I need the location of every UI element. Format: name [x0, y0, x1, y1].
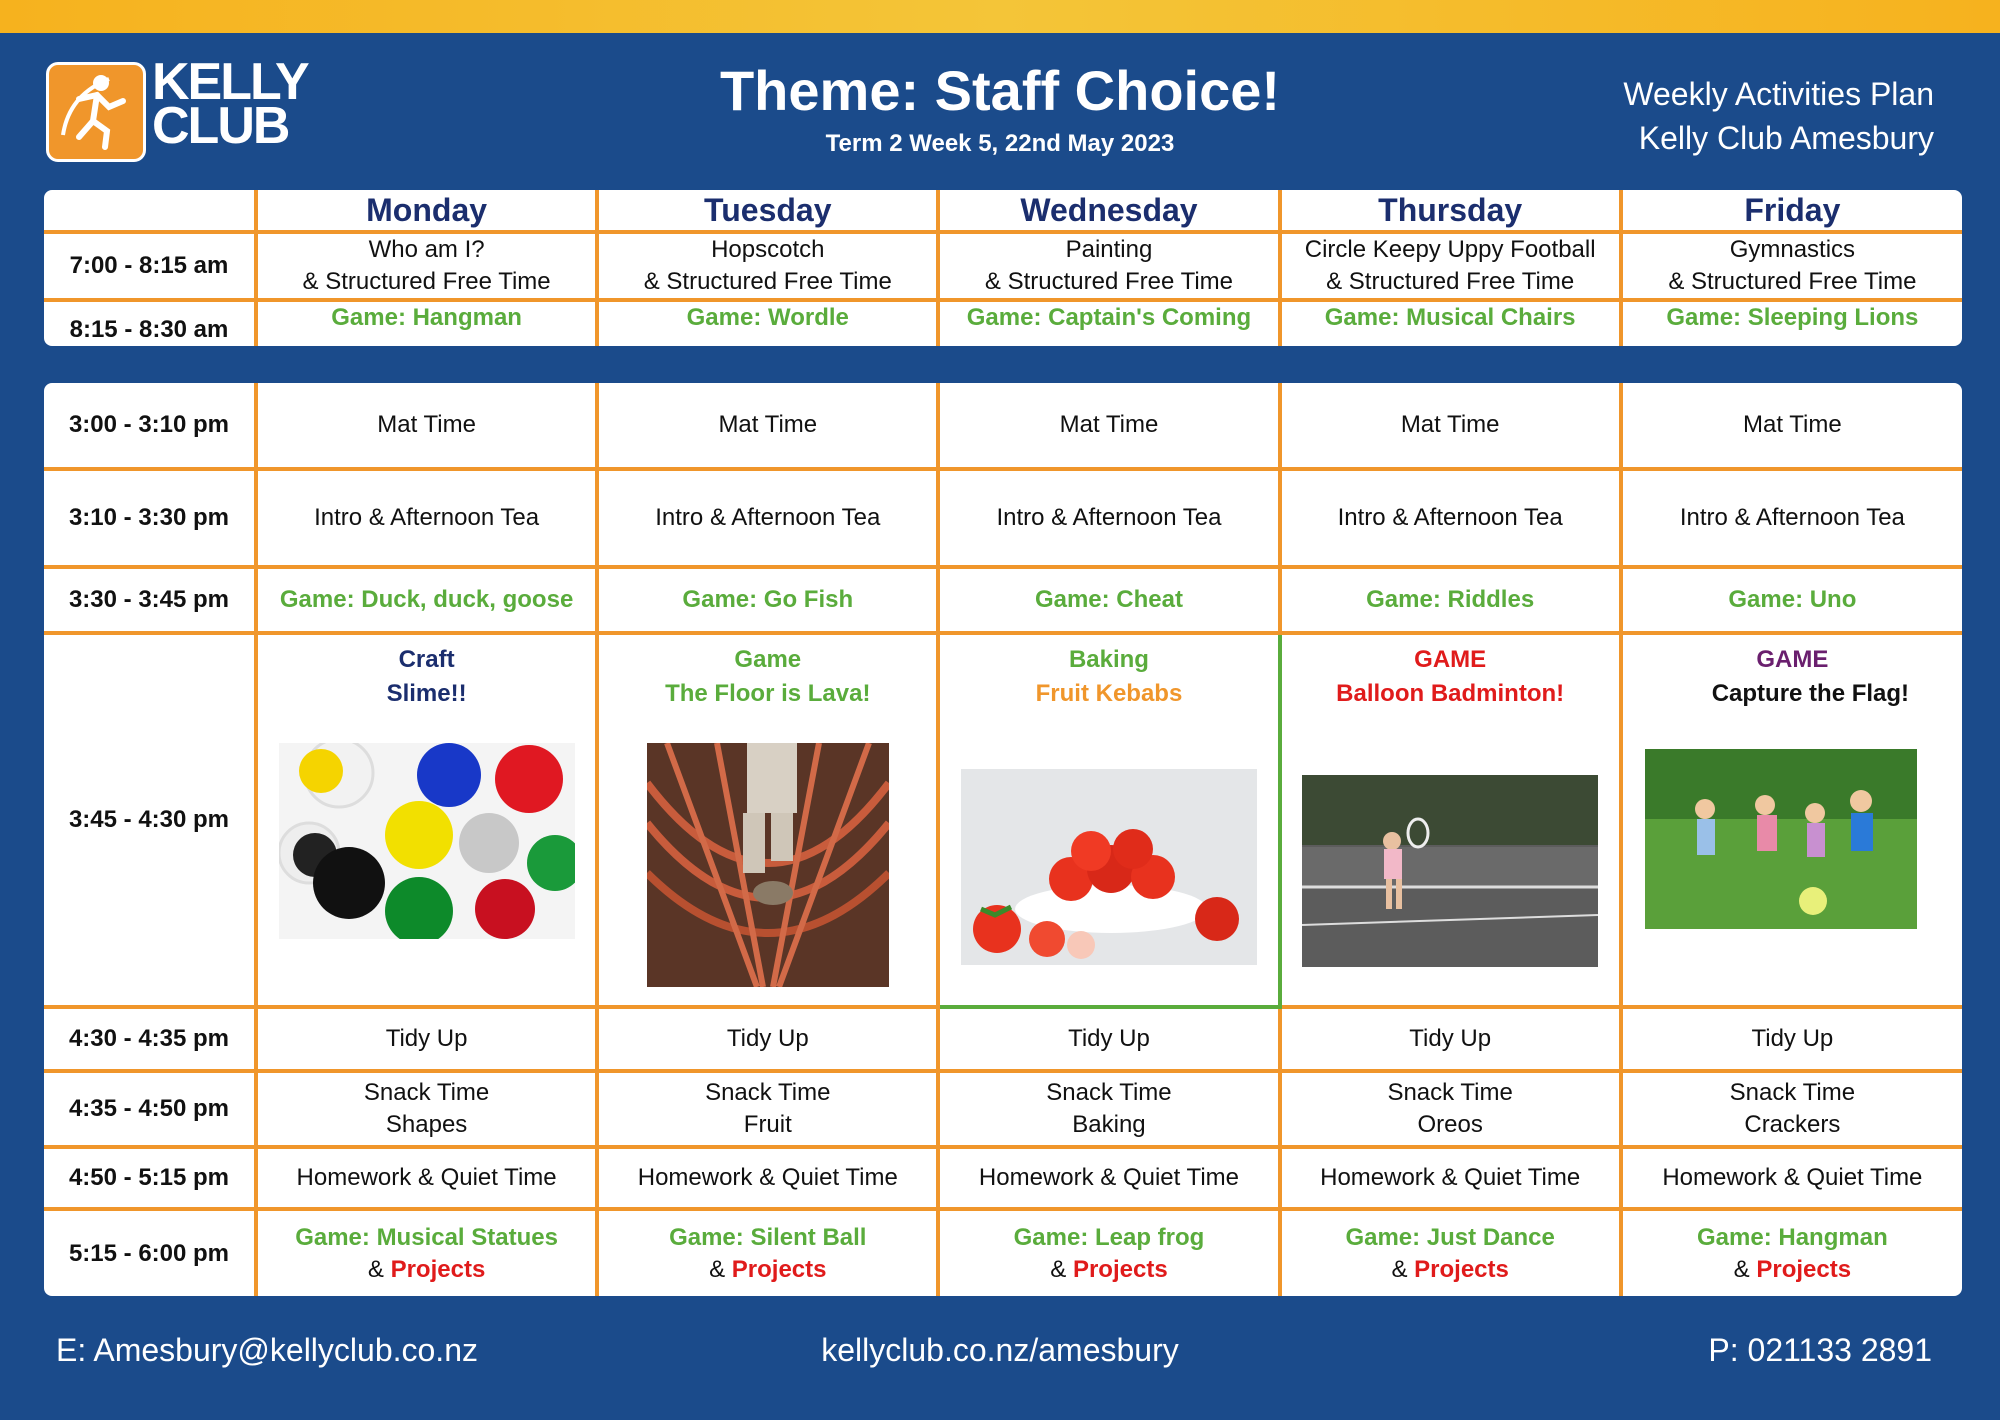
logo-wordmark: [152, 53, 308, 155]
activity-cell: Homework & Quiet Time: [597, 1147, 938, 1209]
snack-cell: [256, 1071, 597, 1147]
activity-cell: Tidy Up: [597, 1007, 938, 1071]
time-slot: 4:30 - 4:35 pm: [44, 1007, 256, 1071]
activity-heading: GAME: [1756, 646, 1829, 673]
game-cell: Game: Go Fish: [597, 567, 938, 633]
activity-cell: Homework & Quiet Time: [256, 1147, 597, 1209]
game-cell: Game: Musical Chairs: [1280, 300, 1621, 346]
game-name: Game: Hangman: [1697, 1223, 1888, 1251]
logo-text-kelly: KELLY: [152, 53, 308, 111]
snack-label: Snack Time: [363, 1079, 490, 1106]
activity-heading: Craft: [398, 646, 455, 673]
activity-cell-tuesday: [597, 633, 938, 1007]
activity-note: & Structured Free Time: [984, 268, 1234, 295]
time-slot: 8:15 - 8:30 am: [44, 300, 256, 346]
activity-cell: [1280, 232, 1621, 300]
projects-label: Projects: [731, 1255, 827, 1283]
activity-cell: Mat Time: [597, 383, 938, 469]
activity-cell-friday: [1621, 633, 1962, 1007]
paint-pots-image: [279, 743, 575, 939]
activity-cell: Intro & Afternoon Tea: [256, 469, 597, 567]
game-cell: Game: Captain's Coming: [938, 300, 1279, 346]
activity-note: & Structured Free Time: [302, 268, 551, 295]
activity-note: & Structured Free Time: [643, 268, 892, 295]
snack-label: Snack Time: [1729, 1079, 1856, 1106]
final-cell: [1621, 1209, 1962, 1296]
activity-cell: Tidy Up: [938, 1007, 1279, 1071]
final-cell: [597, 1209, 938, 1296]
activity-cell: Intro & Afternoon Tea: [597, 469, 938, 567]
game-name: Game: Just Dance: [1345, 1223, 1555, 1251]
page-subtitle: Term 2 Week 5, 22nd May 2023: [825, 130, 1175, 157]
final-cell: [1280, 1209, 1621, 1296]
time-slot: 5:15 - 6:00 pm: [44, 1209, 256, 1296]
snack-label: Snack Time: [1046, 1079, 1172, 1106]
activity-cell: [938, 232, 1279, 300]
activity-cell: Mat Time: [1280, 383, 1621, 469]
final-cell: [938, 1209, 1279, 1296]
time-slot: 3:30 - 3:45 pm: [44, 567, 256, 633]
snack-item: Fruit: [743, 1111, 792, 1138]
activity-name: Circle Keepy Uppy Football: [1304, 236, 1596, 263]
projects-label: Projects: [1414, 1255, 1509, 1283]
activity-cell: [256, 232, 597, 300]
kelly-club-logo: [46, 53, 311, 162]
activity-title: Capture the Flag!: [1711, 680, 1910, 707]
game-cell: Game: Duck, duck, goose: [256, 567, 597, 633]
time-slot: 3:10 - 3:30 pm: [44, 469, 256, 567]
time-slot: 3:45 - 4:30 pm: [44, 633, 256, 1007]
strawberries-image: [961, 769, 1257, 965]
activity-cell: Tidy Up: [1621, 1007, 1962, 1071]
day-header-tuesday: Tuesday: [597, 190, 938, 232]
afternoon-schedule: [44, 383, 1962, 1296]
time-slot: 7:00 - 8:15 am: [44, 232, 256, 300]
day-header-monday: Monday: [256, 190, 597, 232]
activity-cell: Intro & Afternoon Tea: [938, 469, 1279, 567]
snack-label: Snack Time: [1387, 1079, 1513, 1106]
snack-item: Crackers: [1744, 1111, 1841, 1138]
activity-cell: Intro & Afternoon Tea: [1280, 469, 1621, 567]
time-slot: 4:35 - 4:50 pm: [44, 1071, 256, 1147]
game-cell: Game: Sleeping Lions: [1621, 300, 1962, 346]
footer-website[interactable]: kellyclub.co.nz/amesbury: [821, 1332, 1179, 1368]
activity-cell-wednesday: [938, 633, 1279, 1007]
day-header-thursday: Thursday: [1280, 190, 1621, 232]
club-name: Kelly Club Amesbury: [1638, 120, 1934, 156]
activity-cell: Tidy Up: [1280, 1007, 1621, 1071]
activity-cell: Homework & Quiet Time: [1621, 1147, 1962, 1209]
snack-item: Shapes: [385, 1111, 468, 1138]
snack-cell: [938, 1071, 1279, 1147]
plan-info: [1623, 72, 1934, 160]
plan-title: Weekly Activities Plan: [1623, 76, 1934, 112]
activity-heading: Game: [734, 646, 802, 673]
activity-name: Who am I?: [368, 236, 485, 263]
projects-prefix: &: [1733, 1255, 1757, 1283]
activity-name: Painting: [1065, 236, 1153, 263]
kids-running-image: [1645, 749, 1917, 929]
game-cell: Game: Wordle: [597, 300, 938, 346]
morning-table: [44, 190, 1962, 346]
activity-name: Gymnastics: [1729, 236, 1856, 263]
game-cell: Game: Riddles: [1280, 567, 1621, 633]
activity-note: & Structured Free Time: [1668, 268, 1917, 295]
day-header-wednesday: Wednesday: [938, 190, 1279, 232]
activity-name: Hopscotch: [711, 236, 825, 263]
activity-cell: [1621, 232, 1962, 300]
time-slot: 4:50 - 5:15 pm: [44, 1147, 256, 1209]
time-slot: 3:00 - 3:10 pm: [44, 383, 256, 469]
game-cell: Game: Hangman: [256, 300, 597, 346]
final-cell: [256, 1209, 597, 1296]
day-header-friday: Friday: [1621, 190, 1962, 232]
projects-label: Projects: [1072, 1255, 1168, 1283]
snack-item: Baking: [1072, 1111, 1146, 1138]
rope-bridge-image: [647, 743, 889, 987]
logo-text-club: CLUB: [152, 97, 289, 155]
corner-cell: [44, 190, 256, 232]
activity-cell: Homework & Quiet Time: [1280, 1147, 1621, 1209]
activity-title: Balloon Badminton!: [1336, 680, 1565, 707]
activity-heading: Baking: [1068, 646, 1149, 673]
snack-cell: [1280, 1071, 1621, 1147]
page-title: Theme: Staff Choice!: [719, 59, 1281, 122]
activity-heading: GAME: [1414, 646, 1487, 673]
activity-title: Fruit Kebabs: [1035, 680, 1183, 707]
game-cell: Game: Cheat: [938, 567, 1279, 633]
snack-cell: [597, 1071, 938, 1147]
top-accent-bar: [0, 0, 2000, 33]
projects-prefix: &: [1050, 1255, 1073, 1283]
snack-item: Oreos: [1417, 1111, 1483, 1138]
activity-title: Slime!!: [386, 680, 467, 707]
footer-email[interactable]: E: Amesbury@kellyclub.co.nz: [56, 1332, 478, 1368]
morning-schedule: [44, 190, 1962, 346]
activity-cell: Mat Time: [938, 383, 1279, 469]
badminton-image: [1302, 775, 1598, 967]
activity-cell: Mat Time: [256, 383, 597, 469]
game-name: Game: Silent Ball: [669, 1223, 867, 1251]
game-name: Game: Leap frog: [1013, 1223, 1205, 1251]
game-name: Game: Musical Statues: [295, 1223, 558, 1251]
snack-label: Snack Time: [705, 1079, 831, 1106]
footer-phone: P: 021133 2891: [1708, 1332, 1932, 1368]
projects-prefix: &: [367, 1255, 391, 1283]
activity-cell: [597, 232, 938, 300]
running-figure-icon: [46, 62, 146, 162]
afternoon-table: [44, 383, 1962, 1296]
activity-cell: Mat Time: [1621, 383, 1962, 469]
activity-note: & Structured Free Time: [1326, 268, 1575, 295]
activity-cell: Intro & Afternoon Tea: [1621, 469, 1962, 567]
activity-cell: Tidy Up: [256, 1007, 597, 1071]
snack-cell: [1621, 1071, 1962, 1147]
projects-prefix: &: [709, 1255, 732, 1283]
projects-prefix: &: [1391, 1255, 1415, 1283]
activity-title: The Floor is Lava!: [665, 680, 871, 707]
game-cell: Game: Uno: [1621, 567, 1962, 633]
activity-cell-monday: [256, 633, 597, 1007]
activity-cell-thursday: [1280, 633, 1621, 1007]
projects-label: Projects: [1756, 1255, 1852, 1283]
projects-label: Projects: [390, 1255, 486, 1283]
activity-cell: Homework & Quiet Time: [938, 1147, 1279, 1209]
